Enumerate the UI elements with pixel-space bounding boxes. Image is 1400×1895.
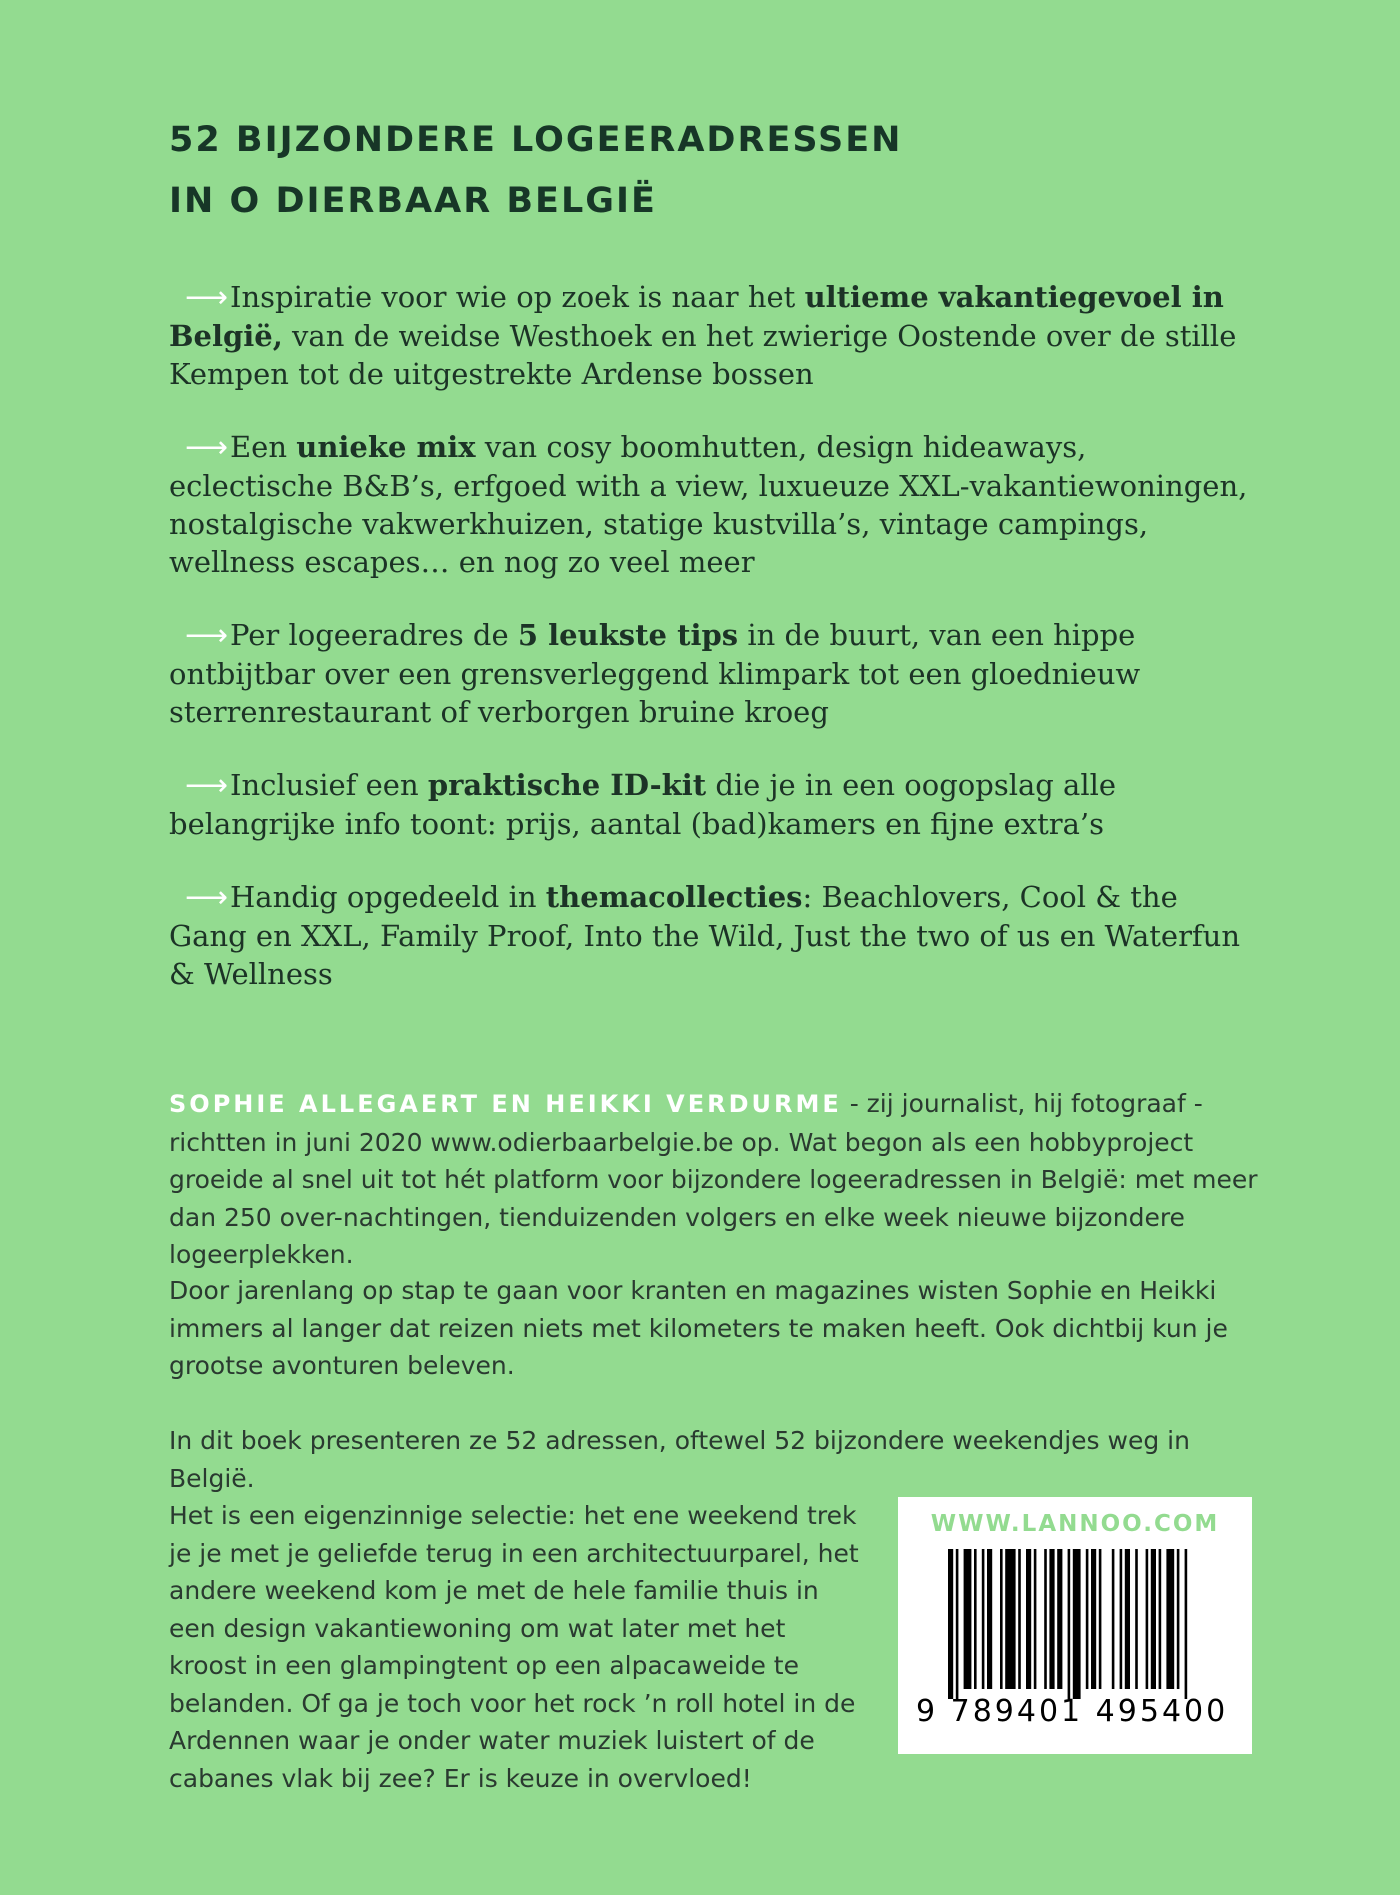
barcode-icon — [948, 1549, 1208, 1699]
barcode-bar — [1166, 1549, 1174, 1689]
barcode-bar — [1091, 1549, 1096, 1689]
barcode-bar — [1005, 1549, 1015, 1689]
barcode-bar — [1034, 1549, 1037, 1689]
feature-highlight: themacollecties — [545, 880, 803, 914]
barcode-bar — [982, 1549, 985, 1689]
barcode-bar — [1086, 1549, 1089, 1689]
feature-highlight: 5 leukste tips — [517, 618, 739, 652]
arrow-right-icon: ⟶ — [185, 880, 229, 915]
feature-item: ⟶Een unieke mix van cosy boomhutten, design hideaways, eclectische B&B’s, erfgoed with a view, luxueuze XXL-vakantiewoningen, nostalgische vakwerkhuizen, statige kustvilla’s, vintage campings, wellness escapes… en nog zo veel meer — [169, 430, 1248, 579]
arrow-right-icon: ⟶ — [185, 430, 229, 465]
barcode-bar — [1026, 1549, 1031, 1689]
isbn-number: 9 789401 495400 — [916, 1694, 1229, 1729]
arrow-right-icon: ⟶ — [185, 280, 229, 315]
barcode-bar — [948, 1549, 953, 1699]
barcode-bar — [1120, 1549, 1123, 1689]
barcode-bar — [1159, 1549, 1162, 1689]
barcode-bar — [1177, 1549, 1180, 1689]
publisher-website: WWW.LANNOO.COM — [930, 1511, 1220, 1537]
book-description-paragraph: In dit boek presenteren ze 52 adressen, oftewel 52 bijzondere weekendjes weg in België. Het is een eigenzinnige selectie: het ene weekend trek je je met je geliefde terug in een architectuurparel, het andere weekend kom je met de hele familie thuis in een design vakantiewoning om wat later met het kroost in een glampingtent op een alpacaweide te belanden. Of ga je toch voor het rock ’n roll hotel in de Ardennen waar je onder water muziek luistert of de cabanes vlak bij zee? Er is keuze in overvloed! — [169, 1426, 1190, 1793]
bio-paragraph: Door jarenlang op stap te gaan voor kranten en magazines wisten Sophie en Heikki immers al langer dat reizen niets met kilometers te maken heeft. Ook dichtbij kun je grootse avonturen beleven. — [169, 1276, 1228, 1380]
feature-highlight: ultieme vakantiegevoel in België, — [169, 280, 1224, 353]
barcode-bar — [1057, 1549, 1062, 1689]
feature-item: ⟶Inspiratie voor wie op zoek is naar het ultieme vakantiegevoel in België, van de weidse Westhoek en het zwierige Oostende over de stille Kempen tot de uitgestrekte Ardense bossen — [169, 280, 1237, 391]
headline-line-2: IN O DIERBAAR BELGIË — [169, 181, 657, 221]
barcode-bar — [1000, 1549, 1003, 1689]
barcode-bar — [1146, 1549, 1149, 1689]
barcode-bar — [1073, 1549, 1081, 1699]
barcode-bar — [1185, 1549, 1188, 1699]
barcode-bar — [1151, 1549, 1156, 1689]
barcode-bar — [974, 1549, 977, 1689]
author-names: SOPHIE ALLEGAERT EN HEIKKI VERDURME — [169, 1090, 842, 1118]
feature-item: ⟶Handig opgedeeld in themacollecties: Beachlovers, Cool & the Gang en XXL, Family Proof, Into the Wild, Just the two of us en Waterfun & Wellness — [169, 880, 1241, 991]
barcode-bar — [1044, 1549, 1047, 1689]
feature-highlight: unieke mix — [296, 430, 476, 464]
arrow-right-icon: ⟶ — [185, 618, 229, 653]
feature-highlight: praktische ID-kit — [427, 768, 707, 802]
barcode-bar — [1068, 1549, 1071, 1699]
barcode-bar — [1018, 1549, 1021, 1689]
barcode-bar — [1049, 1549, 1054, 1689]
headline-line-1: 52 BIJZONDERE LOGEERADRESSEN — [169, 120, 903, 160]
feature-item: ⟶Inclusief een praktische ID-kit die je in een oogopslag alle belangrijke info toont: prijs, aantal (bad)kamers en fijne extra’s — [169, 768, 1117, 841]
cover-headline — [169, 110, 902, 232]
barcode-bar — [1135, 1549, 1138, 1689]
barcode-bar — [987, 1549, 992, 1689]
author-bio-paragraph: SOPHIE ALLEGAERT EN HEIKKI VERDURME - zij journalist, hij fotograaf - richtten in juni 2020 www.odierbaarbelgie.be op. Wat begon als een hobbyproject groeide al snel uit tot hét platform voor bijzondere logeeradressen in België: met meer dan 250 over-nachtingen, tienduizenden volgers en elke week nieuwe bijzondere logeerplekken. — [169, 1089, 1258, 1269]
arrow-right-icon: ⟶ — [185, 768, 229, 803]
barcode-bar — [1125, 1549, 1130, 1689]
barcode-bar — [1099, 1549, 1102, 1689]
barcode-bar — [964, 1549, 972, 1689]
barcode-bar — [1112, 1549, 1115, 1689]
barcode-panel — [898, 1497, 1252, 1754]
barcode-bar — [956, 1549, 959, 1699]
feature-item: ⟶Per logeeradres de 5 leukste tips in de buurt, van een hippe ontbijtbar over een grensverleggend klimpark tot een gloednieuw sterrenrestaurant of verborgen bruine kroeg — [169, 618, 1141, 729]
